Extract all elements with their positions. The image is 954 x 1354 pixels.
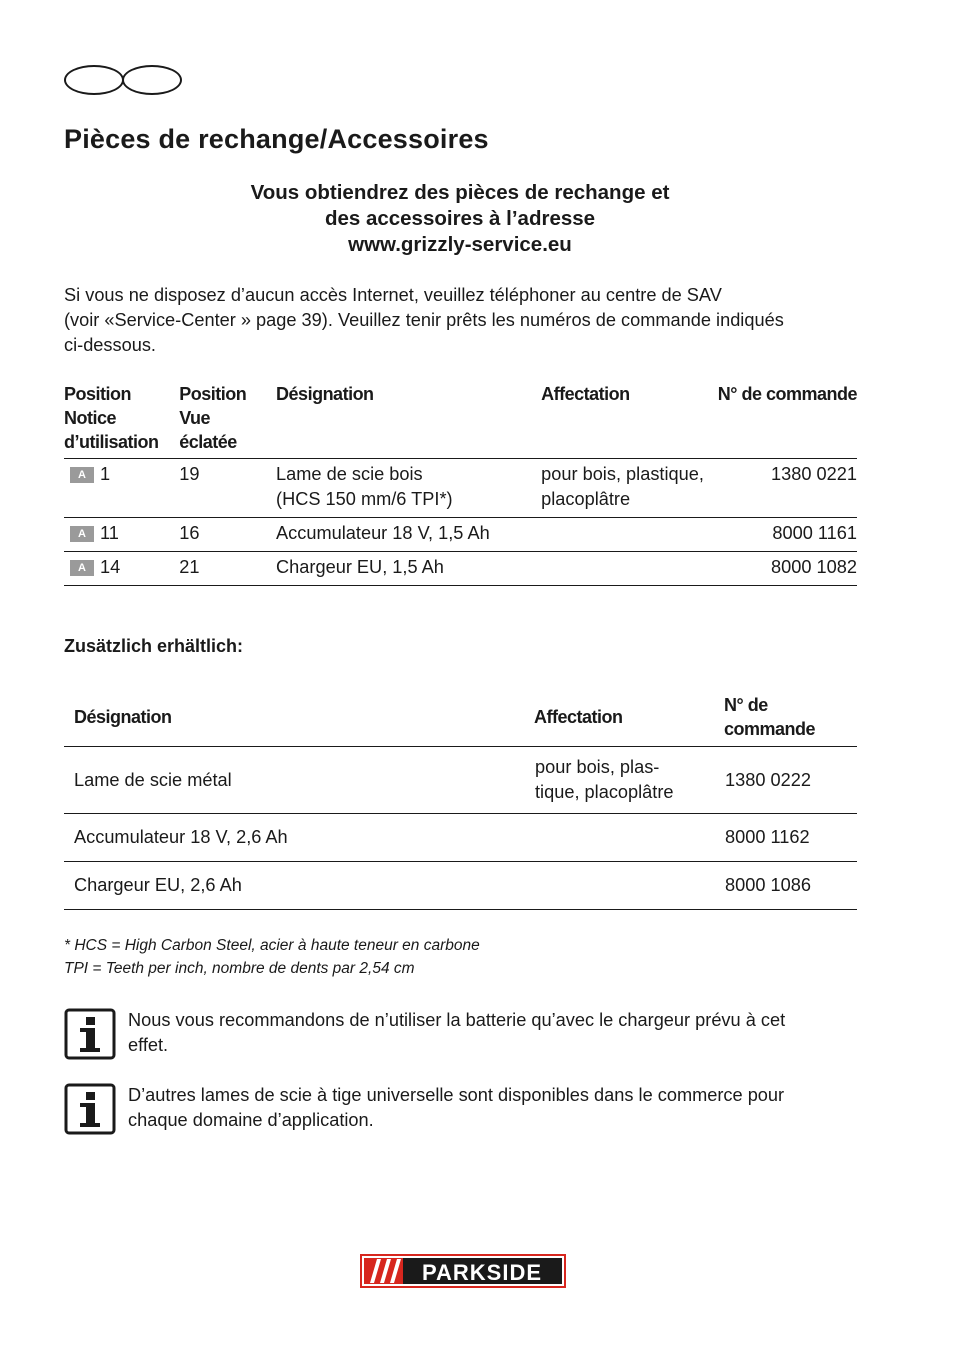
- figure-badge: A: [70, 560, 94, 576]
- extra-heading: Zusätzlich erhältlich:: [64, 636, 244, 656]
- position-vue: 21: [179, 552, 276, 586]
- info-note: [64, 1083, 864, 1135]
- order-number: 8000 1162: [724, 814, 857, 862]
- position-vue: 16: [179, 518, 276, 552]
- language-oval: [64, 65, 124, 95]
- affectation: [541, 552, 718, 586]
- language-indicator: [64, 65, 180, 95]
- table-row: [64, 552, 857, 586]
- intro-heading: Vous obtiendrez des pièces de rechange et des accessoires à l’adresse www.grizzly-service.eu: [120, 180, 800, 258]
- table-header-row: [64, 380, 857, 459]
- table-row: [64, 518, 857, 552]
- header-commande: N° de commande: [724, 691, 857, 747]
- figure-badge: A: [70, 467, 94, 483]
- position-vue: 19: [179, 459, 276, 518]
- position-notice: 11: [100, 523, 119, 543]
- header-position-notice: Position Notice d’utilisation: [64, 384, 159, 452]
- table-row: [64, 862, 857, 910]
- order-number: 1380 0222: [724, 747, 857, 814]
- designation: Lame de scie métal: [64, 747, 534, 814]
- affectation: [541, 518, 718, 552]
- position-notice: 14: [100, 557, 121, 577]
- header-position-vue: Position Vue éclatée: [179, 384, 247, 452]
- info-note: [64, 1008, 864, 1060]
- info-icon: [64, 1083, 116, 1135]
- footnotes: * HCS = High Carbon Steel, acier à haute teneur en carbone TPI = Teeth per inch, nombre de dents par 2,54 cm: [64, 937, 480, 977]
- header-affectation: Affectation: [534, 691, 724, 747]
- affectation: [534, 862, 724, 910]
- table-row: [64, 814, 857, 862]
- designation: Accumulateur 18 V, 1,5 Ah: [276, 518, 541, 552]
- affectation: pour bois, plas- tique, placoplâtre: [534, 747, 724, 814]
- order-number: 1380 0221: [718, 459, 857, 518]
- page-title: Pièces de rechange/Accessoires: [64, 124, 489, 154]
- designation: Chargeur EU, 1,5 Ah: [276, 552, 541, 586]
- position-notice: 1: [100, 464, 111, 484]
- order-number: 8000 1082: [718, 552, 857, 586]
- intro-text: Si vous ne disposez d’aucun accès Internet, veuillez téléphoner au centre de SAV (voir «Service-Center » page 39). Veuillez tenir prêts les numéros de commande indiqués ci-dessous.: [64, 285, 784, 355]
- extra-table: [64, 691, 857, 910]
- note-text: D’autres lames de scie à tige universelle sont disponibles dans le commerce pour chaque domaine d’application.: [128, 1085, 785, 1130]
- info-icon: [64, 1008, 116, 1060]
- header-commande: N° de commande: [717, 384, 857, 404]
- language-oval: [122, 65, 182, 95]
- figure-badge: A: [70, 526, 94, 542]
- order-number: 8000 1086: [724, 862, 857, 910]
- affectation: pour bois, plastique, placoplâtre: [541, 459, 718, 518]
- affectation: [534, 814, 724, 862]
- table-header-row: [64, 691, 857, 747]
- parts-table: [64, 380, 857, 586]
- designation: Lame de scie bois (HCS 150 mm/6 TPI*): [276, 459, 541, 518]
- order-number: 8000 1161: [718, 518, 857, 552]
- header-designation: Désignation: [276, 384, 374, 404]
- table-row: [64, 459, 857, 518]
- service-url[interactable]: www.grizzly-service.eu: [348, 233, 572, 256]
- logo-text: PARKSIDE: [421, 1260, 543, 1285]
- header-designation: Désignation: [64, 691, 534, 747]
- designation: Chargeur EU, 2,6 Ah: [64, 862, 534, 910]
- table-row: [64, 747, 857, 814]
- parkside-logo: [360, 1254, 566, 1288]
- note-text: Nous vous recommandons de n’utiliser la batterie qu’avec le chargeur prévu à cet effet.: [128, 1010, 786, 1055]
- header-affectation: Affectation: [541, 384, 630, 404]
- designation: Accumulateur 18 V, 2,6 Ah: [64, 814, 534, 862]
